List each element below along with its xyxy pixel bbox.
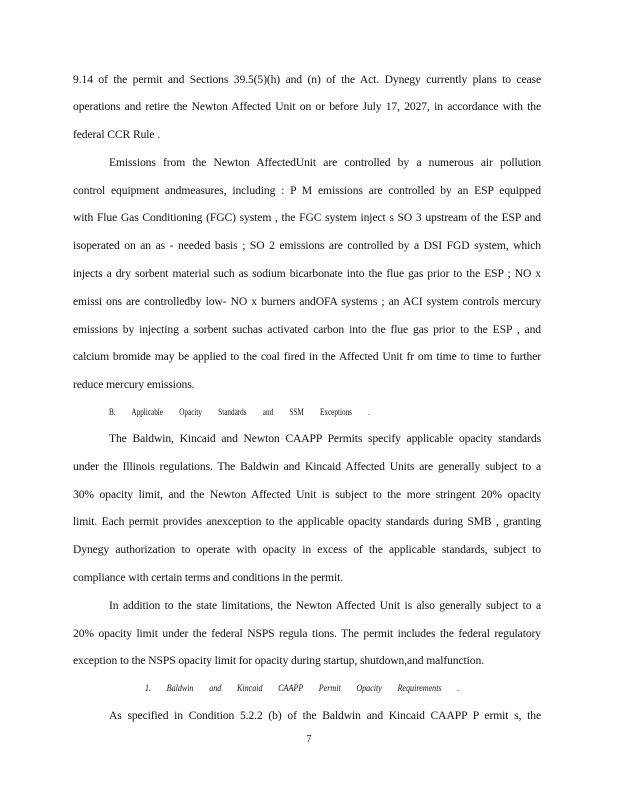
body-line-21: exception to the NSPS opacity limit for opacity during startup, shutdown,and malfunction. xyxy=(73,654,484,667)
body-line-4: Emissions from the Newton AffectedUnit are controlled by a numerous air pollution xyxy=(109,156,541,169)
body-line-7: isoperated on an as - needed basis ; SO 2 emissions are controlled by a DSI FGD system, which xyxy=(73,239,541,252)
body-line-14: under the Illinois regulations. The Baldwin and Kincaid Affected Units are generally subject to a xyxy=(73,460,541,473)
subsection-heading-1: 1. Baldwin and Kincaid CAAPP Permit Opacity Requirements . xyxy=(145,684,460,694)
body-line-2: operations and retire the Newton Affected Unit on or before July 17, 2027, in accordance with the xyxy=(73,100,541,113)
body-line-19: In addition to the state limitations, the Newton Affected Unit is also generally subject to a xyxy=(109,599,541,612)
body-line-12: reduce mercury emissions. xyxy=(73,378,195,391)
body-line-6: with Flue Gas Conditioning (FGC) system , the FGC system inject s SO 3 upstream of the ESP and xyxy=(73,211,541,224)
body-line-16: limit. Each permit provides anexception to the applicable opacity standards during SMB , granting xyxy=(73,515,541,528)
body-line-17: Dynegy authorization to operate with opacity in excess of the applicable standards, subject to xyxy=(73,543,541,556)
body-line-22: As specified in Condition 5.2.2 (b) of the Baldwin and Kincaid CAAPP P ermit s, the xyxy=(109,709,541,722)
body-line-8: injects a dry sorbent material such as sodium bicarbonate into the flue gas prior to the ESP ; NO x xyxy=(73,267,541,280)
section-heading-b: B. Applicable Opacity Standards and SSM Exceptions . xyxy=(109,407,370,417)
body-line-5: control equipment andmeasures, including : P M emissions are controlled by an ESP equipped xyxy=(73,184,541,197)
body-line-11: calcium bromide may be applied to the coal fired in the Affected Unit fr om time to time to further xyxy=(73,350,541,363)
body-line-10: emissions by injecting a sorbent suchas activated carbon into the flue gas prior to the ESP , and xyxy=(73,323,541,336)
body-line-1: 9.14 of the permit and Sections 39.5(5)(h) and (n) of the Act. Dynegy currently plans to cease xyxy=(73,73,541,86)
body-line-9: emissi ons are controlledby low- NO x burners andOFA systems ; an ACI system controls mercury xyxy=(73,295,541,308)
body-line-13: The Baldwin, Kincaid and Newton CAAPP Permits specify applicable opacity standards xyxy=(109,432,541,445)
page-number: 7 xyxy=(306,734,312,745)
body-line-20: 20% opacity limit under the federal NSPS regula tions. The permit includes the federal regulatory xyxy=(73,627,541,640)
body-line-3: federal CCR Rule . xyxy=(73,128,161,141)
body-line-15: 30% opacity limit, and the Newton Affected Unit is subject to the more stringent 20% opacity xyxy=(73,488,541,501)
body-line-18: compliance with certain terms and conditions in the permit. xyxy=(73,571,344,584)
